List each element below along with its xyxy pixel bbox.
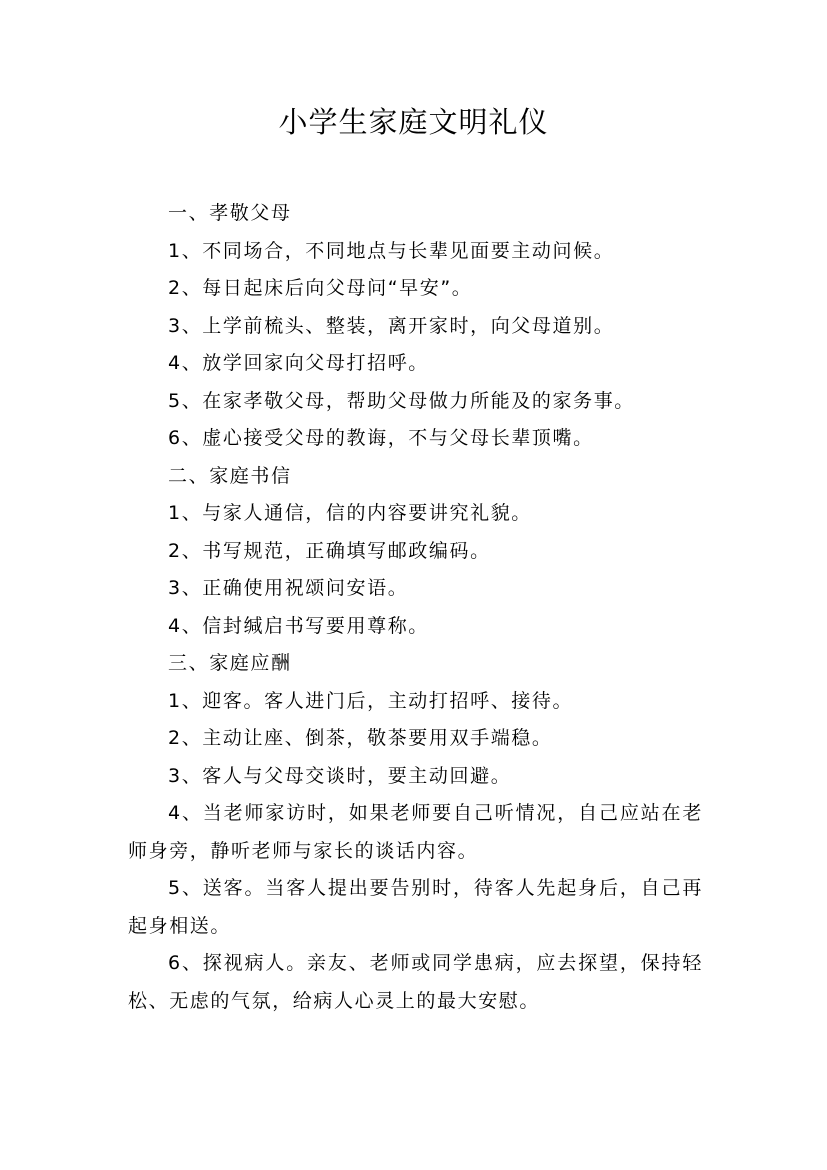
list-item: 3、正确使用祝颂问安语。 [168, 577, 409, 599]
list-item: 3、客人与父母交谈时，要主动回避。 [168, 764, 512, 787]
list-item: 2、主动让座、倒茶，敬茶要用双手端稳。 [168, 727, 553, 749]
list-item: 1、与家人通信，信的内容要讲究礼貌。 [168, 502, 532, 524]
list-item: 4、信封缄启书写要用尊称。 [168, 614, 429, 637]
document-body [128, 195, 703, 1020]
list-item: 4、放学回家向父母打招呼。 [168, 352, 429, 374]
section-heading-filial-piety: 一、孝敬父母 [168, 202, 292, 224]
list-item: 5、在家孝敬父母，帮助父母做力所能及的家务事。 [168, 389, 635, 412]
list-item: 6、虚心接受父母的教诲，不与父母长辈顶嘴。 [168, 427, 594, 449]
paragraph-item: 6、探视病人。亲友、老师或同学患病，应去探望，保持轻松、无虑的气氛，给病人心灵上的最大安慰。 [128, 952, 703, 1012]
list-item: 3、上学前梳头、整装，离开家时，向父母道别。 [168, 314, 615, 337]
list-item: 2、每日起床后向父母问“早安”。 [168, 277, 473, 299]
paragraph-item: 4、当老师家访时，如果老师要自己听情况，自己应站在老师身旁，静听老师与家长的谈话内容。 [128, 802, 703, 862]
section-heading-family-hospitality: 三、家庭应酬 [168, 652, 292, 674]
section-heading-family-letters: 二、家庭书信 [168, 464, 292, 487]
list-item: 1、不同场合，不同地点与长辈见面要主动问候。 [168, 239, 615, 262]
list-item: 1、迎客。客人进门后，主动打招呼、接待。 [168, 689, 574, 712]
paragraph-item: 5、送客。当客人提出要告别时，待客人先起身后，自己再起身相送。 [128, 877, 703, 937]
list-item: 2、书写规范，正确填写邮政编码。 [168, 539, 491, 562]
document-title: 小学生家庭文明礼仪 [278, 105, 549, 139]
